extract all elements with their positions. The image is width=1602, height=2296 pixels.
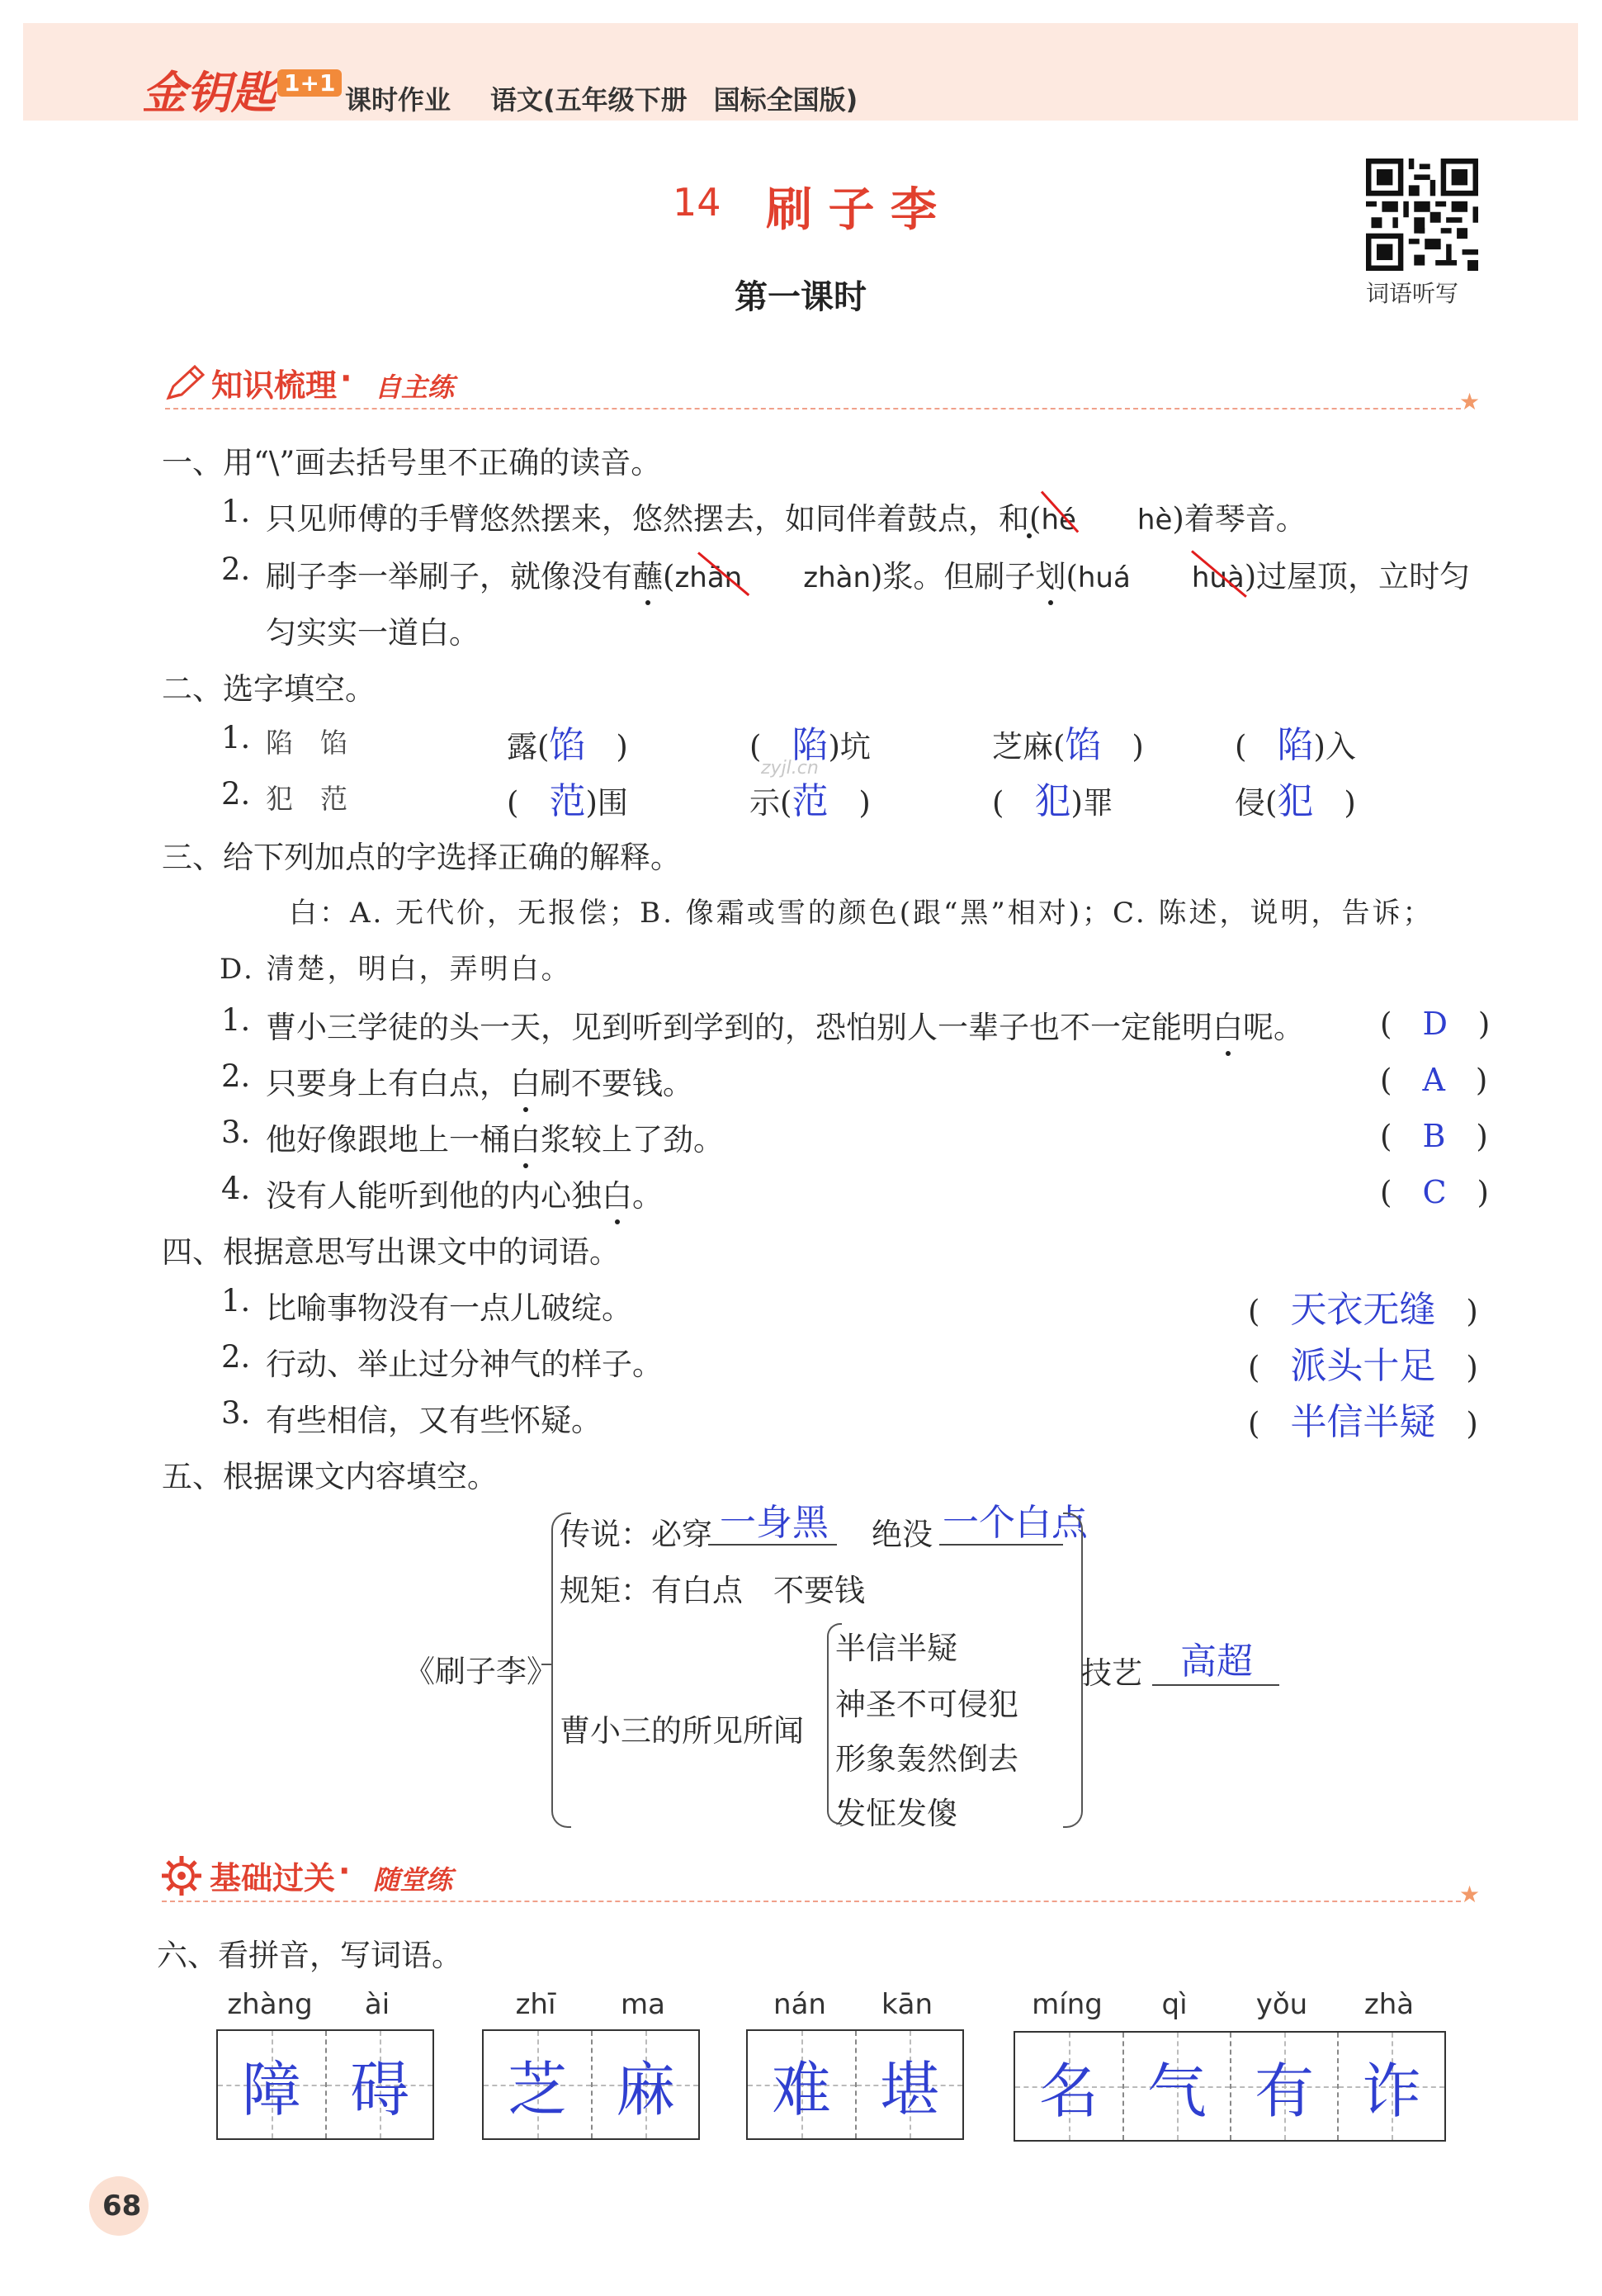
q5-witness: 曹小三的所见所闻 xyxy=(560,1713,804,1749)
q2-r1-item4: ( 陷)入 xyxy=(1235,724,1356,766)
q1-item1-opt-a: hé xyxy=(1041,504,1076,537)
q6-word1-grid xyxy=(216,2029,434,2140)
q5-stage-2: 神圣不可侵犯 xyxy=(835,1687,1018,1722)
q2-r2-item4: 侵(犯 ) xyxy=(1235,780,1356,822)
star-icon: ★ xyxy=(1459,1881,1481,1908)
q3-item3-num: 3. xyxy=(221,1115,251,1150)
q3-heading: 三、给下列加点的字选择正确的解释。 xyxy=(162,840,681,875)
q5-legend-b-ans: 一个白点 xyxy=(943,1502,1088,1544)
q3-item4-answer: ( C ) xyxy=(1380,1174,1489,1210)
q5-skill-underline xyxy=(1152,1684,1279,1686)
q2-r1-item1: 露(馅 ) xyxy=(507,724,628,766)
q5-skill-ans: 高超 xyxy=(1180,1640,1253,1683)
q2-heading: 二、选字填空。 xyxy=(162,671,376,707)
q1-item2-num: 2. xyxy=(221,552,251,587)
lesson-title: 刷 子 李 xyxy=(766,183,937,237)
q5-rule: 规矩：有白点 不要钱 xyxy=(560,1573,865,1608)
q3-item1-answer: ( D ) xyxy=(1380,1006,1491,1042)
section-a-subtitle: 自主练 xyxy=(375,372,455,403)
section-b-rule xyxy=(162,1901,1461,1902)
section-b-title: 基础过关 xyxy=(210,1860,336,1896)
q1-item2-opt-b2: huà xyxy=(1191,561,1245,594)
q4-item1-answer: ( 天衣无缝 ) xyxy=(1248,1289,1478,1331)
q6-w4-c1: 名 xyxy=(1038,2057,1099,2126)
q6-w4-c3: 有 xyxy=(1254,2057,1314,2126)
q5-skill-label: 技艺 xyxy=(1081,1655,1142,1691)
q2-row1-num: 1. xyxy=(221,720,251,755)
q4-item2-answer: ( 派头十足 ) xyxy=(1248,1345,1478,1387)
q2-row1-chars: 陷 馅 xyxy=(266,727,347,759)
q6-w2-c1: 芝 xyxy=(507,2055,567,2124)
q3-item4-text: 没有人能听到他的内心独白。 xyxy=(266,1171,663,1215)
q6-w4-py4: zhà xyxy=(1363,1988,1415,2021)
star-icon: ★ xyxy=(1459,388,1481,415)
q1-item2-opt-b1: zhàn xyxy=(803,561,871,594)
lesson-period: 第一课时 xyxy=(735,278,867,316)
section-b-sep: · xyxy=(338,1853,351,1889)
q4-item3-num: 3. xyxy=(221,1395,251,1431)
q1-item2-text-a: 刷子李一举刷子，就像没有 xyxy=(266,559,632,594)
q5-legend-a-ans: 一身黑 xyxy=(720,1502,829,1544)
q4-item2-num: 2. xyxy=(221,1339,251,1375)
q5-legend-b: 绝没 xyxy=(872,1517,933,1552)
q1-item2-text-c: )过屋顶，立时匀 xyxy=(1244,559,1471,594)
q5-legend-a-underline xyxy=(708,1544,837,1546)
q3-def2: D. 清楚，明白，弄明白。 xyxy=(220,953,572,986)
section-b-subtitle: 随堂练 xyxy=(373,1864,453,1896)
section-a-rule xyxy=(165,408,1461,409)
q6-w4-c4: 诈 xyxy=(1361,2057,1421,2126)
q3-item2-num: 2. xyxy=(221,1058,251,1094)
brand-badge: 1+1 xyxy=(277,69,342,97)
q5-stage-4: 发怔发傻 xyxy=(835,1796,957,1831)
gear-icon xyxy=(158,1853,205,1899)
q4-item2-text: 行动、举止过分神气的样子。 xyxy=(266,1347,663,1382)
q6-word4-grid xyxy=(1014,2031,1446,2142)
q5-legend-b-underline xyxy=(939,1544,1063,1546)
watermark: zyjl.cn xyxy=(761,758,819,779)
q3-item2-text: 只要身上有白点，白刷不要钱。 xyxy=(266,1058,693,1103)
q6-w4-py1: míng xyxy=(1032,1988,1103,2021)
q6-w4-py3: yǒu xyxy=(1255,1988,1308,2021)
q1-item2-char2: 划 xyxy=(1035,552,1066,596)
q6-w3-c2: 堪 xyxy=(879,2055,939,2124)
q3-item2-answer: ( A ) xyxy=(1380,1062,1488,1098)
q4-heading: 四、根据意思写出课文中的词语。 xyxy=(162,1234,620,1270)
q1-item2-opt-a2: huá xyxy=(1077,561,1131,594)
section-a-sep: · xyxy=(340,360,352,396)
q6-w3-c1: 难 xyxy=(771,2055,831,2124)
q5-stage-1: 半信半疑 xyxy=(835,1631,957,1666)
q5-heading: 五、根据课文内容填空。 xyxy=(162,1459,498,1494)
q3-item3-answer: ( B ) xyxy=(1380,1118,1488,1154)
q2-r2-item3: ( 犯)罪 xyxy=(992,780,1113,822)
q1-item1-num: 1. xyxy=(221,494,251,529)
q6-w1-py2: ài xyxy=(364,1988,390,2021)
q1-item2-line: 刷子李一举刷子，就像没有蘸(zhān zhàn)浆。但刷子划(huá huà)过屋顶，立时匀 xyxy=(266,552,1470,596)
q2-r2-item1: ( 范)围 xyxy=(507,780,628,822)
q5-stage-3: 形象轰然倒去 xyxy=(835,1741,1018,1777)
q3-item1-text: 曹小三学徒的头一天，见到听到学到的，恐怕别人一辈子也不一定能明白呢。 xyxy=(266,1002,1304,1047)
q6-w4-py2: qì xyxy=(1161,1988,1188,2021)
qr-code[interactable] xyxy=(1366,159,1478,271)
q4-item1-text: 比喻事物没有一点儿破绽。 xyxy=(266,1290,632,1326)
q1-item2-text-b: )浆。但刷子 xyxy=(871,559,1036,594)
q6-w1-c2: 碍 xyxy=(349,2055,409,2124)
q4-item1-num: 1. xyxy=(221,1283,251,1318)
q5-legend-a: 传说：必穿 xyxy=(560,1517,712,1552)
q3-item4-num: 4. xyxy=(221,1171,251,1206)
page-number: 68 xyxy=(102,2189,142,2223)
q4-item3-answer: ( 半信半疑 ) xyxy=(1248,1401,1478,1443)
q6-w2-py2: ma xyxy=(621,1988,665,2021)
q6-w2-c2: 麻 xyxy=(615,2055,675,2124)
q2-r1-item2: ( 陷)坑 xyxy=(749,724,871,766)
q3-item3-text: 他好像跟地上一桶白浆较上了劲。 xyxy=(266,1115,724,1159)
q1-item2-opt-a1: zhān xyxy=(674,561,743,594)
q4-item3-text: 有些相信，又有些怀疑。 xyxy=(266,1403,602,1438)
q2-row2-chars: 犯 范 xyxy=(266,783,347,815)
q6-heading: 六、看拼音，写词语。 xyxy=(157,1938,462,1973)
section-a-title: 知识梳理 xyxy=(211,367,338,404)
q6-word3-grid xyxy=(746,2029,964,2140)
q5-main-brace-tip xyxy=(541,1664,553,1665)
q1-item1-opt-b: hè xyxy=(1137,504,1173,537)
q1-item2-text-d: 匀实实一道白。 xyxy=(266,615,480,651)
subject-name: 语文(五年级下册 国标全国版) xyxy=(490,84,858,116)
pencil-icon xyxy=(162,362,210,405)
q6-w3-py2: kān xyxy=(881,1988,933,2021)
qr-label: 词语听写 xyxy=(1366,280,1459,307)
lesson-number: 14 xyxy=(673,180,721,225)
q6-w1-c1: 障 xyxy=(241,2055,301,2124)
q2-r1-item3: 芝麻(馅 ) xyxy=(992,724,1144,766)
q1-item1-line: 只见师傅的手臂悠然摆来，悠然摆去，如同伴着鼓点，和(hé hè)着琴音。 xyxy=(266,501,1307,537)
q5-right-brace xyxy=(1063,1513,1083,1828)
q6-word2-grid xyxy=(482,2029,700,2140)
q1-heading: 一、用“\”画去括号里不正确的读音。 xyxy=(162,445,662,481)
q2-r2-item2: 示(范 ) xyxy=(749,780,871,822)
q1-item2-char1: 蘸 xyxy=(632,552,663,596)
q5-main-brace xyxy=(551,1513,571,1828)
q3-item1-num: 1. xyxy=(221,1002,251,1038)
q1-item1-after: )着琴音。 xyxy=(1172,501,1307,537)
q3-def1: 白：A. 无代价，无报偿；B. 像霜或雪的颜色(跟“黑”相对)；C. 陈述，说明，告诉； xyxy=(289,897,1434,930)
q6-w4-c2: 气 xyxy=(1146,2057,1207,2126)
q2-row2-num: 2. xyxy=(221,776,251,812)
q1-item1-text: 只见师傅的手臂悠然摆来，悠然摆去，如同伴着鼓点，和 xyxy=(266,501,1029,537)
series-name: 课时作业 xyxy=(345,84,451,116)
q6-w1-py1: zhàng xyxy=(227,1988,313,2021)
brand-logo: 金钥匙 xyxy=(142,67,276,119)
q6-w2-py1: zhī xyxy=(515,1988,556,2021)
q6-w3-py1: nán xyxy=(773,1988,826,2021)
q5-root: 《刷子李》 xyxy=(404,1654,557,1689)
